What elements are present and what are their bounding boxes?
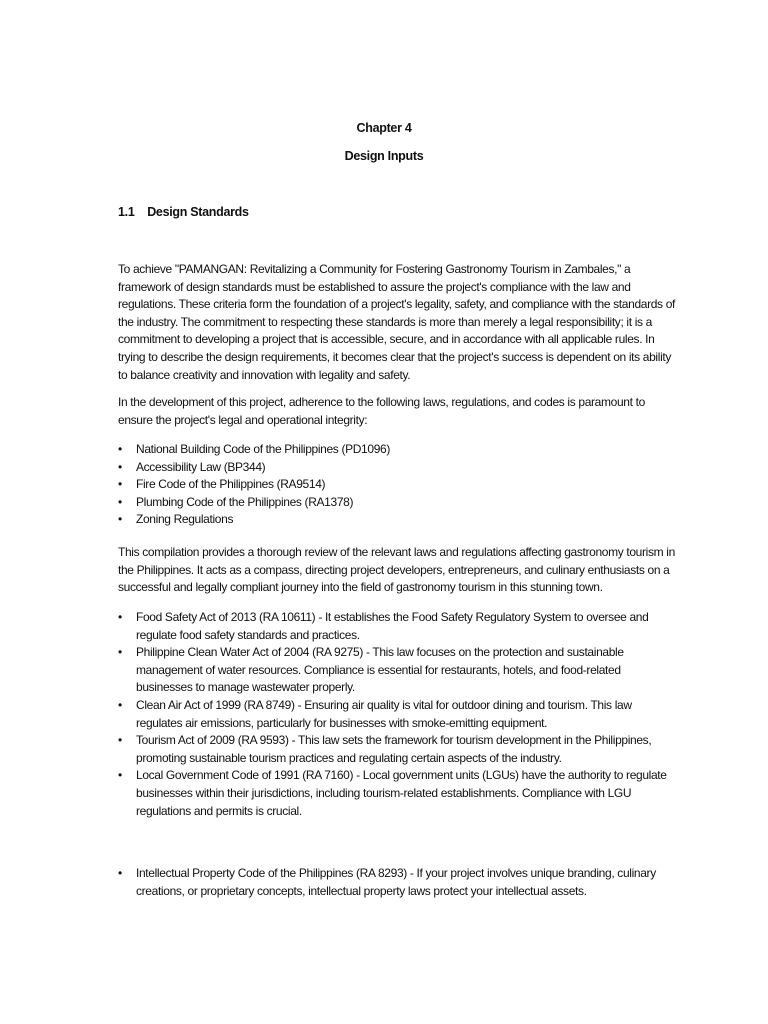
bullet-icon: •	[118, 610, 122, 624]
chapter-title: Design Inputs	[344, 149, 424, 163]
bullet-icon: •	[118, 494, 122, 509]
list-item: • National Building Code of the Philippines (PD1096)	[118, 441, 680, 459]
list-item: • Fire Code of the Philippines (RA9514)	[118, 476, 680, 494]
codes-list	[118, 441, 680, 529]
chapter-number: Chapter 4	[356, 121, 412, 135]
list-item: • Food Safety Act of 2013 (RA 10611) - It establishes the Food Safety Regulatory System to oversee and regulate food safety standards and practices.	[118, 610, 649, 642]
section-title: Design Standards	[147, 205, 249, 219]
bullet-icon: •	[118, 459, 122, 474]
list-item: • Intellectual Property Code of the Philippines (RA 8293) - If your project involves unique branding, culinary creations, or proprietary concepts, intellectual property laws protect your intellectual assets.	[118, 866, 656, 898]
bullet-icon: •	[118, 442, 122, 456]
bullet-icon: •	[118, 768, 122, 783]
laws-list	[118, 609, 680, 820]
list-item: • Accessibility Law (BP344)	[118, 459, 680, 477]
list-item: • Philippine Clean Water Act of 2004 (RA 9275) - This law focuses on the protection and sustainable management of water resources. Compliance is essential for restaurants, hotels, and food-related businesses to manage wastewater properly.	[118, 645, 624, 695]
compilation-paragraph: This compilation provides a thorough review of the relevant laws and regulations affecting gastronomy tourism in the Philippines. It acts as a compass, directing project developers, entrepreneurs, and culinary enthusiasts on a successful and legally compliant journey into the field of gastronomy tourism in this stunning town.	[118, 545, 675, 595]
bullet-icon: •	[118, 645, 122, 660]
bullet-icon: •	[118, 477, 122, 492]
bullet-icon: •	[118, 512, 122, 527]
ip-list	[118, 865, 680, 900]
list-item: • Zoning Regulations	[118, 511, 680, 529]
section-number: 1.1	[118, 205, 135, 219]
bullet-icon: •	[118, 697, 122, 712]
list-item: • Plumbing Code of the Philippines (RA1378)	[118, 494, 680, 512]
bullet-icon: •	[118, 733, 122, 748]
adherence-paragraph: In the development of this project, adherence to the following laws, regulations, and codes is paramount to ensure the project's legal and operational integrity:	[118, 395, 645, 427]
section-heading	[118, 205, 249, 219]
list-item: • Tourism Act of 2009 (RA 9593) - This law sets the framework for tourism development in the Philippines, promoting sustainable tourism practices and regulating certain aspects of the industry.	[118, 733, 652, 765]
bullet-icon: •	[118, 866, 122, 880]
intro-paragraph: To achieve "PAMANGAN: Revitalizing a Community for Fostering Gastronomy Tourism in Zambales," a framework of design standards must be established to assure the project's compliance with the law and regulations. These criteria form the foundation of a project's legality, safety, and compliance with the standards of the industry. The commitment to respecting these standards is more than merely a legal responsibility; it is a commitment to developing a project that is accessible, secure, and in accordance with all applicable rules. In trying to describe the design requirements, it becomes clear that the project's success is dependent on its ability to balance creativity and innovation with legality and safety.	[118, 262, 676, 382]
list-item: • Clean Air Act of 1999 (RA 8749) - Ensuring air quality is vital for outdoor dining and tourism. This law regulates air emissions, particularly for businesses with smoke-emitting equipment.	[118, 697, 632, 730]
list-item: • Local Government Code of 1991 (RA 7160) - Local government units (LGUs) have the authority to regulate businesses within their jurisdictions, including tourism-related establishments. Compliance with LGU regulations and permits is crucial.	[118, 768, 667, 818]
